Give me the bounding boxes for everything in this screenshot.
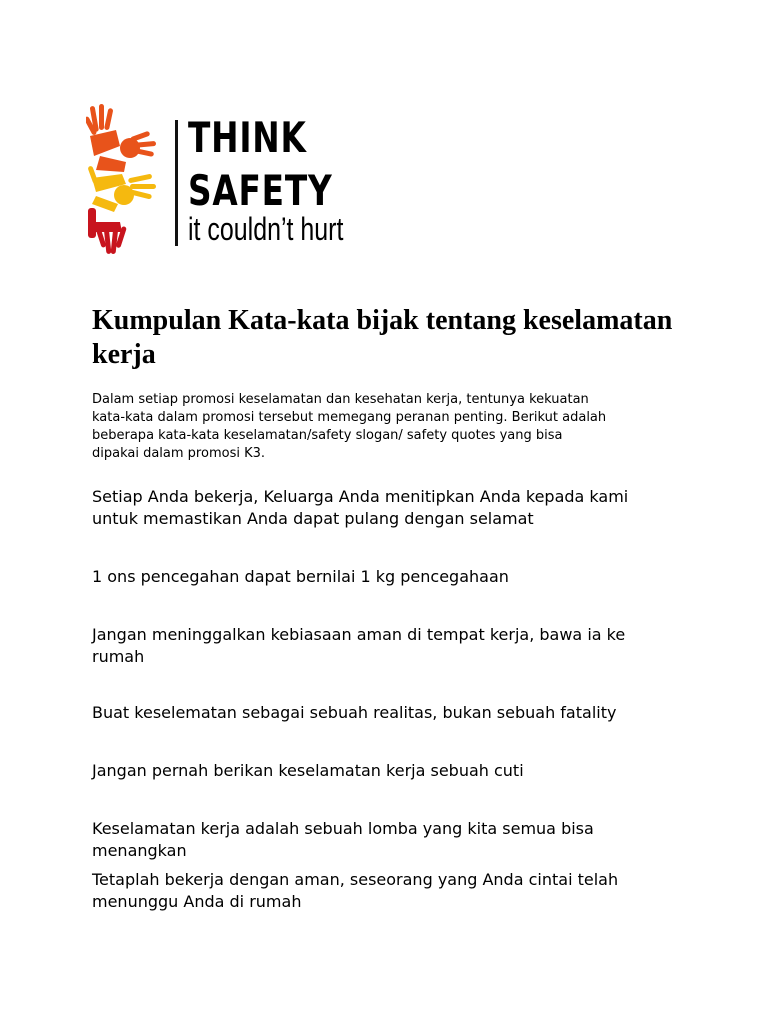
logo-safety-text: SAFETY	[188, 166, 333, 215]
intro-line: beberapa kata-kata keselamatan/safety slogan/ safety quotes yang bisa	[92, 428, 563, 443]
quote-line: Buat keselematan sebagai sebuah realitas, bukan sebuah fatality	[92, 703, 617, 722]
logo-think-text: THINK	[188, 113, 307, 162]
intro-line: dipakai dalam promosi K3.	[92, 446, 266, 461]
quote-item	[92, 760, 524, 782]
logo-divider	[175, 120, 178, 246]
quote-item	[92, 624, 625, 668]
quote-item	[92, 869, 618, 913]
quote-line: 1 ons pencegahan dapat bernilai 1 kg pencegahaan	[92, 567, 509, 586]
quote-line: Setiap Anda bekerja, Keluarga Anda menitipkan Anda kepada kami	[92, 487, 629, 506]
quote-line: Keselamatan kerja adalah sebuah lomba yang kita semua bisa	[92, 819, 594, 838]
quote-line: rumah	[92, 647, 145, 666]
quote-item	[92, 486, 628, 530]
logo-tagline: it couldn’t hurt	[188, 211, 344, 247]
quote-line: untuk memastikan Anda dapat pulang dengan selamat	[92, 509, 534, 528]
intro-line: Dalam setiap promosi keselamatan dan kesehatan kerja, tentunya kekuatan	[92, 392, 589, 407]
intro-paragraph	[92, 391, 692, 463]
quote-item	[92, 566, 509, 588]
quote-line: Tetaplah bekerja dengan aman, seseorang yang Anda cintai telah	[92, 870, 619, 889]
intro-line: kata-kata dalam promosi tersebut memegang peranan penting. Berikut adalah	[92, 410, 607, 425]
quote-line: Jangan pernah berikan keselamatan kerja sebuah cuti	[92, 761, 524, 780]
quote-line: Jangan meninggalkan kebiasaan aman di tempat kerja, bawa ia ke	[92, 625, 626, 644]
document-title: Kumpulan Kata-kata bijak tentang keselamatan kerja	[92, 305, 673, 370]
quote-item	[92, 702, 616, 724]
quote-line: menunggu Anda di rumah	[92, 892, 302, 911]
quote-item	[92, 818, 594, 862]
quote-line: menangkan	[92, 841, 187, 860]
hands-people-icon	[86, 100, 166, 260]
